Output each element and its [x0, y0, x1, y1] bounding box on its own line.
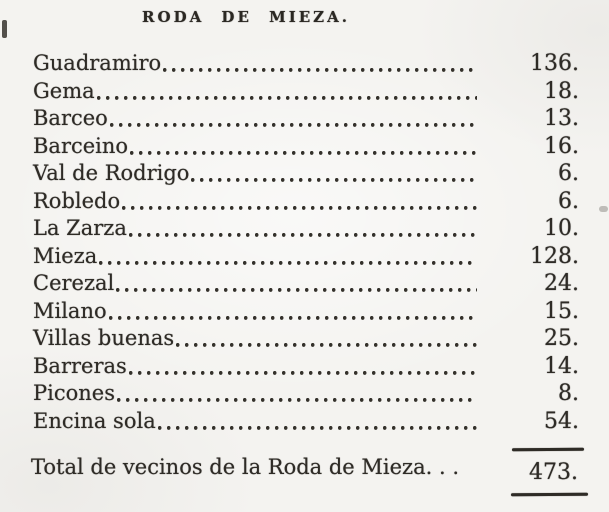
- table-row: [33, 133, 579, 161]
- table-row: [33, 78, 579, 106]
- dot-leader: [122, 188, 477, 216]
- dot-leader: [163, 50, 477, 78]
- vecinos-count: 13.: [544, 106, 579, 131]
- place-name: Encina sola: [33, 408, 156, 433]
- vecinos-count: 16.: [544, 133, 579, 159]
- dot-leader: [109, 298, 477, 326]
- vecinos-count: 6.: [558, 161, 579, 186]
- vecinos-count: 136.: [530, 51, 579, 76]
- sum-rule-top: [512, 448, 584, 452]
- dot-leader: [97, 78, 477, 106]
- vecinos-count: 6.: [558, 188, 579, 214]
- place-name: La Zarza: [33, 216, 127, 240]
- place-name: Robledo: [33, 188, 121, 213]
- dot-leader: [129, 215, 477, 243]
- place-name: Cerezal: [33, 271, 115, 295]
- total-label: Total de vecinos de la Roda de Mieza. . .: [31, 455, 460, 479]
- vecinos-count: 25.: [544, 326, 579, 351]
- place-name: Val de Rodrigo: [33, 161, 190, 185]
- vecinos-count: 128.: [530, 243, 579, 269]
- table-row: [33, 408, 579, 436]
- vecinos-count: 18.: [544, 78, 579, 104]
- sum-rule-bottom: [511, 493, 588, 496]
- vecinos-count: 54.: [544, 408, 579, 434]
- place-name: Barceino: [33, 133, 129, 158]
- table-row: [33, 160, 579, 188]
- dot-leader: [129, 353, 477, 381]
- place-name: Mieza: [33, 243, 98, 268]
- place-name: Barreras: [33, 353, 127, 378]
- dot-leader: [117, 380, 477, 408]
- table-row: [33, 325, 579, 353]
- table-row: [33, 270, 579, 298]
- vecinos-count: 10.: [544, 216, 579, 241]
- vecinos-table: [33, 50, 579, 435]
- dot-leader: [110, 105, 477, 133]
- table-row: [33, 298, 579, 326]
- vecinos-count: 15.: [544, 298, 579, 324]
- dot-leader: [176, 325, 477, 353]
- place-name: Picones: [33, 381, 115, 405]
- place-name: Villas buenas: [33, 326, 175, 350]
- table-row: [33, 243, 579, 271]
- table-row: [33, 50, 579, 78]
- place-name: Milano: [33, 298, 107, 323]
- vecinos-count: 8.: [558, 381, 579, 406]
- table-row: [33, 105, 579, 133]
- dot-leader: [130, 133, 477, 161]
- table-row: [33, 215, 579, 243]
- place-name: Barceo: [33, 106, 108, 130]
- dot-leader: [116, 270, 477, 298]
- vecinos-count: 24.: [544, 271, 579, 296]
- place-name: Guadramiro: [33, 51, 162, 75]
- total-value: 473.: [529, 460, 578, 485]
- page-title: RODA DE MIEZA.: [142, 8, 350, 26]
- vecinos-count: 14.: [544, 353, 579, 379]
- place-name: Gema: [33, 78, 95, 103]
- dot-leader: [158, 408, 477, 436]
- table-row: [33, 353, 579, 381]
- dot-leader: [191, 160, 477, 188]
- dot-leader: [99, 243, 477, 271]
- table-row: [33, 188, 579, 216]
- table-row: [33, 380, 579, 408]
- scan-artifact: [599, 206, 608, 212]
